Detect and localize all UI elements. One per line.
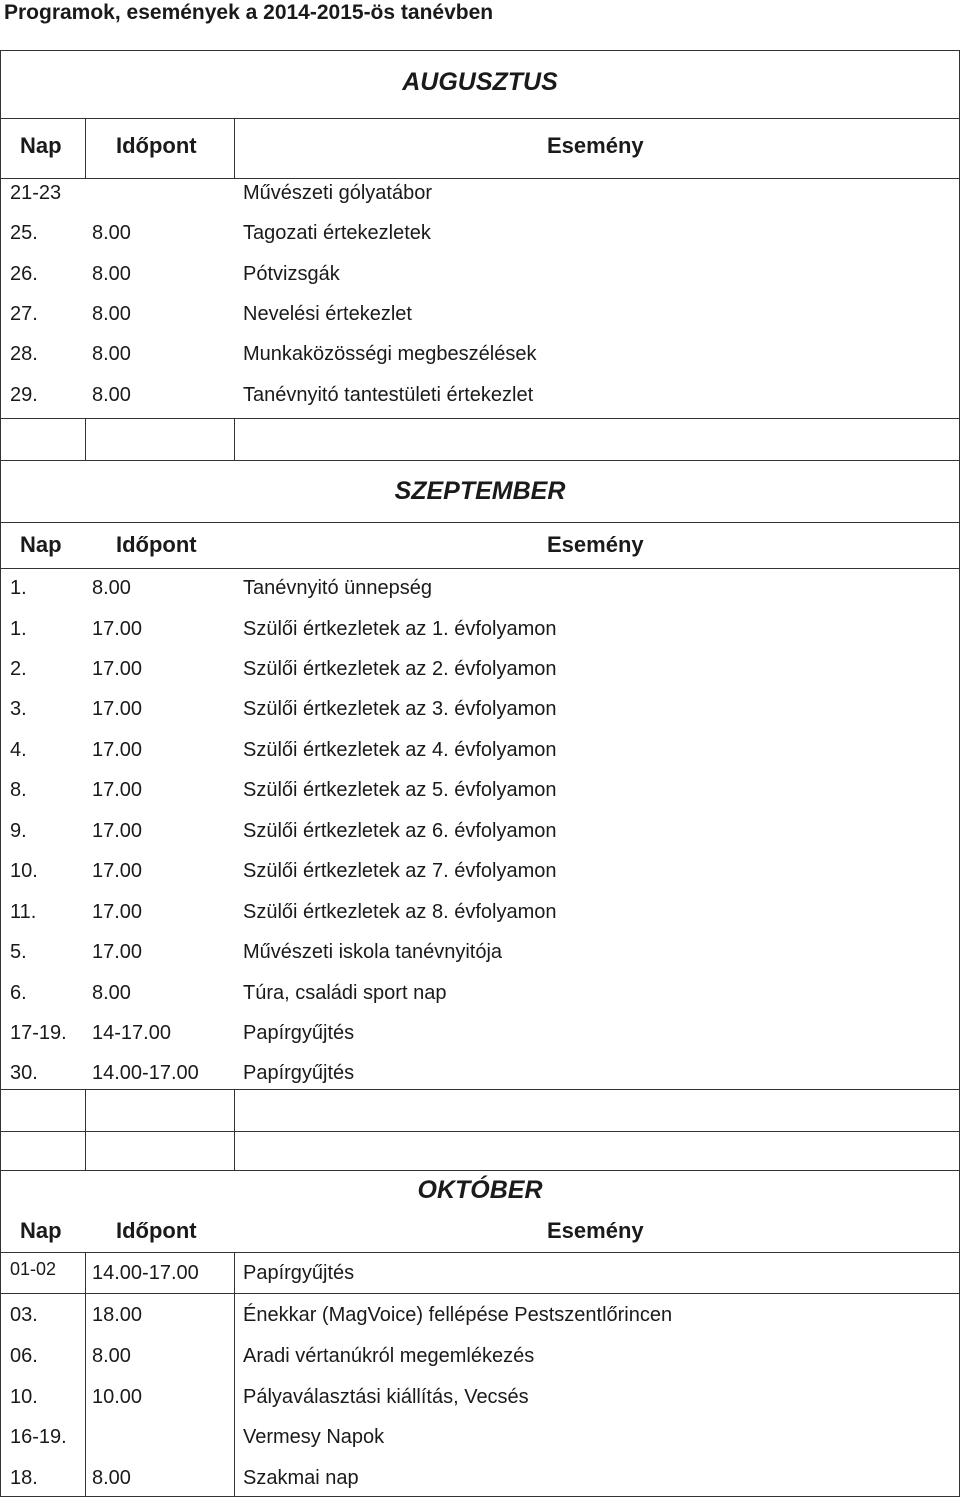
day-cell: 4. bbox=[10, 739, 27, 761]
day-cell: 9. bbox=[10, 820, 27, 842]
table-row bbox=[0, 698, 960, 738]
event-cell: Aradi vértanúkról megemlékezés bbox=[243, 1345, 535, 1367]
event-cell: Szülői értkezletek az 3. évfolyamon bbox=[243, 698, 557, 720]
time-cell: 17.00 bbox=[92, 860, 143, 882]
event-cell: Papírgyűjtés bbox=[243, 1262, 355, 1284]
event-cell: Munkaközösségi megbeszélések bbox=[243, 343, 537, 365]
time-cell: 17.00 bbox=[92, 618, 143, 640]
event-cell: Művészeti iskola tanévnyitója bbox=[243, 941, 503, 963]
time-cell: 8.00 bbox=[92, 263, 131, 285]
time-cell: 17.00 bbox=[92, 698, 143, 720]
event-cell: Papírgyűjtés bbox=[243, 1022, 355, 1044]
time-cell: 17.00 bbox=[92, 658, 143, 680]
event-cell: Művészeti gólyatábor bbox=[243, 182, 432, 204]
table-row bbox=[0, 1259, 960, 1302]
table-row bbox=[0, 303, 960, 343]
event-cell: Papírgyűjtés bbox=[243, 1062, 355, 1084]
event-cell: Túra, családi sport nap bbox=[243, 982, 447, 1004]
table-row bbox=[0, 941, 960, 981]
day-cell: 17-19. bbox=[10, 1022, 67, 1044]
event-cell: Pályaválasztási kiállítás, Vecsés bbox=[243, 1386, 529, 1408]
column-header-time: Időpont bbox=[116, 133, 197, 158]
table-row bbox=[0, 1426, 960, 1466]
table-row bbox=[0, 1062, 960, 1102]
day-cell: 21-23 bbox=[10, 182, 62, 204]
day-cell: 2. bbox=[10, 658, 27, 680]
column-header-event: Esemény bbox=[547, 133, 644, 158]
table-row bbox=[0, 263, 960, 303]
table-row bbox=[0, 901, 960, 941]
event-cell: Pótvizsgák bbox=[243, 263, 340, 285]
event-cell: Szülői értkezletek az 6. évfolyamon bbox=[243, 820, 557, 842]
table-row bbox=[0, 658, 960, 698]
event-cell: Szülői értkezletek az 5. évfolyamon bbox=[243, 779, 557, 801]
table-row bbox=[0, 860, 960, 900]
time-cell: 8.00 bbox=[92, 222, 131, 244]
event-cell: Szülői értkezletek az 1. évfolyamon bbox=[243, 618, 557, 640]
day-cell: 10. bbox=[10, 860, 38, 882]
table-row bbox=[0, 820, 960, 860]
time-cell: 10.00 bbox=[92, 1386, 143, 1408]
day-cell: 29. bbox=[10, 384, 38, 406]
time-cell: 8.00 bbox=[92, 343, 131, 365]
day-cell: 1. bbox=[10, 618, 27, 640]
document-title: Programok, események a 2014-2015-ös tanévben bbox=[4, 1, 494, 24]
time-cell: 8.00 bbox=[92, 982, 131, 1004]
day-cell: 1. bbox=[10, 577, 27, 599]
event-cell: Tanévnyitó ünnepség bbox=[243, 577, 433, 599]
time-cell: 17.00 bbox=[92, 739, 143, 761]
event-cell: Szülői értkezletek az 7. évfolyamon bbox=[243, 860, 557, 882]
day-cell: 16-19. bbox=[10, 1426, 67, 1448]
column-header-time: Időpont bbox=[116, 532, 197, 557]
column-header-event: Esemény bbox=[547, 1218, 644, 1243]
event-cell: Tanévnyitó tantestületi értekezlet bbox=[243, 384, 534, 406]
event-cell: Szülői értkezletek az 2. évfolyamon bbox=[243, 658, 557, 680]
event-cell: Szülői értkezletek az 4. évfolyamon bbox=[243, 739, 557, 761]
day-cell: 5. bbox=[10, 941, 27, 963]
time-cell: 18.00 bbox=[92, 1304, 143, 1326]
table-row bbox=[0, 384, 960, 424]
table-row bbox=[0, 222, 960, 262]
table-row bbox=[0, 982, 960, 1022]
day-cell: 06. bbox=[10, 1345, 38, 1367]
table-row bbox=[0, 182, 960, 222]
column-header-day: Nap bbox=[20, 532, 62, 557]
event-cell: Tagozati értekezletek bbox=[243, 222, 431, 244]
column-header-event: Esemény bbox=[547, 532, 644, 557]
day-cell: 11. bbox=[10, 901, 37, 923]
table-row bbox=[0, 1304, 960, 1344]
table-row bbox=[0, 1345, 960, 1385]
day-cell: 26. bbox=[10, 263, 38, 285]
time-cell: 17.00 bbox=[92, 779, 143, 801]
day-cell: 28. bbox=[10, 343, 38, 365]
time-cell: 17.00 bbox=[92, 941, 143, 963]
day-cell: 30. bbox=[10, 1062, 38, 1084]
month-heading-september: SZEPTEMBER bbox=[394, 477, 566, 505]
table-row bbox=[0, 343, 960, 383]
event-cell: Szakmai nap bbox=[243, 1467, 359, 1489]
month-heading-august: AUGUSZTUS bbox=[402, 68, 558, 96]
day-cell: 03. bbox=[10, 1304, 38, 1326]
day-cell: 25. bbox=[10, 222, 38, 244]
time-cell: 17.00 bbox=[92, 820, 143, 842]
table-row bbox=[0, 1467, 960, 1507]
day-cell: 3. bbox=[10, 698, 27, 720]
column-header-day: Nap bbox=[20, 133, 62, 158]
time-cell: 8.00 bbox=[92, 303, 131, 325]
time-cell: 8.00 bbox=[92, 384, 131, 406]
time-cell: 8.00 bbox=[92, 1467, 131, 1489]
event-cell: Nevelési értekezlet bbox=[243, 303, 412, 325]
time-cell: 8.00 bbox=[92, 577, 131, 599]
column-header-day: Nap bbox=[20, 1218, 62, 1243]
table-row bbox=[0, 1386, 960, 1426]
event-cell: Énekkar (MagVoice) fellépése Pestszentlőrincen bbox=[243, 1304, 673, 1326]
column-header-time: Időpont bbox=[116, 1218, 197, 1243]
table-row bbox=[0, 1022, 960, 1062]
day-cell: 18. bbox=[10, 1467, 38, 1489]
time-cell: 14.00-17.00 bbox=[92, 1062, 199, 1084]
time-cell: 14.00-17.00 bbox=[92, 1262, 199, 1284]
event-cell: Szülői értkezletek az 8. évfolyamon bbox=[243, 901, 557, 923]
table-row bbox=[0, 779, 960, 819]
day-cell: 01-02 bbox=[10, 1259, 57, 1279]
month-heading-october: OKTÓBER bbox=[417, 1176, 543, 1204]
day-cell: 10. bbox=[10, 1386, 38, 1408]
day-cell: 6. bbox=[10, 982, 27, 1004]
time-cell: 8.00 bbox=[92, 1345, 131, 1367]
event-cell: Vermesy Napok bbox=[243, 1426, 385, 1448]
table-row bbox=[0, 618, 960, 658]
time-cell: 14-17.00 bbox=[92, 1022, 171, 1044]
time-cell: 17.00 bbox=[92, 901, 143, 923]
day-cell: 8. bbox=[10, 779, 27, 801]
table-row bbox=[0, 577, 960, 617]
table-row bbox=[0, 739, 960, 779]
day-cell: 27. bbox=[10, 303, 38, 325]
